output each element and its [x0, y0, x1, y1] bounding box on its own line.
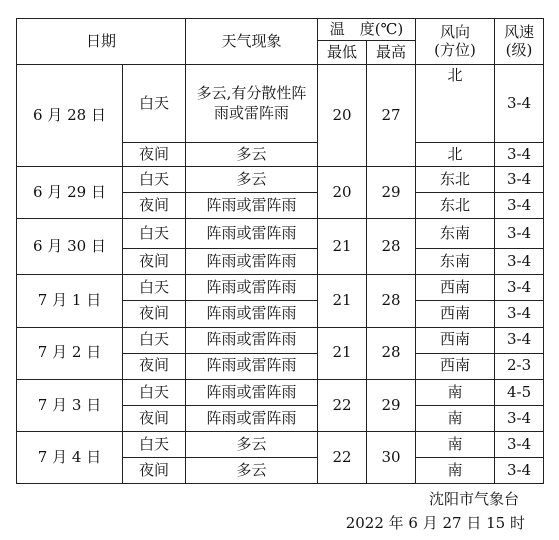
temp-high-cell: 27 [367, 65, 416, 167]
header-wind-direction [416, 19, 495, 65]
weather-cell: 阵雨或雷阵雨 [186, 379, 318, 405]
wind-direction-cell: 东北 [416, 193, 495, 219]
wind-direction-cell: 东南 [416, 219, 495, 249]
temp-high-cell: 29 [367, 167, 416, 219]
wind-speed-cell: 3-4 [495, 275, 544, 301]
weather-cell: 阵雨或雷阵雨 [186, 327, 318, 353]
wind-speed-cell: 3-4 [495, 65, 544, 143]
wind-speed-cell: 3-4 [495, 143, 544, 167]
date-cell: 7 月 2 日 [17, 327, 123, 379]
period-cell: 夜间 [123, 249, 186, 275]
weather-cell: 阵雨或雷阵雨 [186, 249, 318, 275]
period-cell: 白天 [123, 275, 186, 301]
header-temp-low: 最低 [318, 41, 367, 65]
temp-high-cell: 28 [367, 327, 416, 379]
wind-direction-cell: 南 [416, 431, 495, 457]
period-cell: 夜间 [123, 301, 186, 327]
header-temp-high: 最高 [367, 41, 416, 65]
date-cell: 7 月 3 日 [17, 379, 123, 431]
wind-speed-cell: 3-4 [495, 193, 544, 219]
wind-speed-cell: 3-4 [495, 457, 544, 483]
wind-speed-cell: 3-4 [495, 219, 544, 249]
header-wind-speed [495, 19, 544, 65]
table-row [17, 327, 544, 353]
table-row [17, 379, 544, 405]
wind-speed-cell: 3-4 [495, 301, 544, 327]
table-row [17, 431, 544, 457]
wind-direction-cell: 东北 [416, 167, 495, 193]
temp-high-cell: 28 [367, 275, 416, 327]
weather-cell: 多云 [186, 167, 318, 193]
header-wind-direction-unit: (方位) [434, 40, 476, 59]
temp-high-cell: 30 [367, 431, 416, 483]
wind-direction-cell: 南 [416, 405, 495, 431]
temp-low-cell: 21 [318, 219, 367, 275]
weather-cell: 阵雨或雷阵雨 [186, 193, 318, 219]
wind-direction-cell: 北 [416, 143, 495, 167]
weather-cell: 阵雨或雷阵雨 [186, 405, 318, 431]
temp-low-cell: 20 [318, 65, 367, 167]
header-date: 日期 [17, 19, 186, 65]
temp-low-cell: 22 [318, 379, 367, 431]
period-cell: 夜间 [123, 405, 186, 431]
date-cell: 6 月 28 日 [17, 65, 123, 167]
date-cell: 6 月 30 日 [17, 219, 123, 275]
temp-low-cell: 20 [318, 167, 367, 219]
wind-speed-cell: 3-4 [495, 167, 544, 193]
weather-cell: 阵雨或雷阵雨 [186, 301, 318, 327]
wind-direction-cell: 西南 [416, 353, 495, 379]
wind-direction-cell: 西南 [416, 301, 495, 327]
table-row [17, 167, 544, 193]
weather-cell: 阵雨或雷阵雨 [186, 275, 318, 301]
temp-low-cell: 21 [318, 327, 367, 379]
period-cell: 夜间 [123, 193, 186, 219]
period-cell: 白天 [123, 327, 186, 353]
wind-direction-cell: 西南 [416, 275, 495, 301]
wind-speed-cell: 3-4 [495, 405, 544, 431]
issue-time: 2022 年 6 月 27 日 15 时 [345, 514, 525, 532]
table-row [17, 219, 544, 249]
weather-cell: 多云,有分散性阵雨或雷阵雨 [186, 65, 318, 143]
temp-high-cell: 28 [367, 219, 416, 275]
header-wind-speed-label: 风速 [504, 23, 535, 42]
wind-speed-cell: 3-4 [495, 431, 544, 457]
period-cell: 白天 [123, 167, 186, 193]
weather-cell: 多云 [186, 457, 318, 483]
header-wind-speed-unit: (级) [505, 40, 533, 59]
wind-speed-cell: 4-5 [495, 379, 544, 405]
table-row [17, 65, 544, 143]
period-cell: 夜间 [123, 457, 186, 483]
issuing-organization: 沈阳市气象台 [428, 490, 519, 508]
weather-cell: 多云 [186, 143, 318, 167]
table-row [17, 275, 544, 301]
weather-cell: 阵雨或雷阵雨 [186, 353, 318, 379]
period-cell: 白天 [123, 379, 186, 405]
forecast-table [16, 18, 544, 484]
period-cell: 白天 [123, 219, 186, 249]
header-wind-direction-label: 风向 [440, 23, 471, 42]
wind-direction-cell: 西南 [416, 327, 495, 353]
header-weather: 天气现象 [186, 19, 318, 65]
temp-low-cell: 21 [318, 275, 367, 327]
header-temperature: 温 度(℃) [318, 19, 416, 41]
wind-speed-cell: 3-4 [495, 249, 544, 275]
date-cell: 6 月 29 日 [17, 167, 123, 219]
wind-direction-cell: 南 [416, 379, 495, 405]
wind-speed-cell: 3-4 [495, 327, 544, 353]
wind-direction-cell: 南 [416, 457, 495, 483]
wind-direction-cell: 北 [416, 65, 495, 143]
weather-cell: 阵雨或雷阵雨 [186, 219, 318, 249]
date-cell: 7 月 1 日 [17, 275, 123, 327]
weather-cell: 多云 [186, 431, 318, 457]
period-cell: 白天 [123, 431, 186, 457]
wind-speed-cell: 2-3 [495, 353, 544, 379]
period-cell: 夜间 [123, 143, 186, 167]
temp-low-cell: 22 [318, 431, 367, 483]
temp-high-cell: 29 [367, 379, 416, 431]
period-cell: 白天 [123, 65, 186, 143]
wind-direction-cell: 东南 [416, 249, 495, 275]
date-cell: 7 月 4 日 [17, 431, 123, 483]
period-cell: 夜间 [123, 353, 186, 379]
